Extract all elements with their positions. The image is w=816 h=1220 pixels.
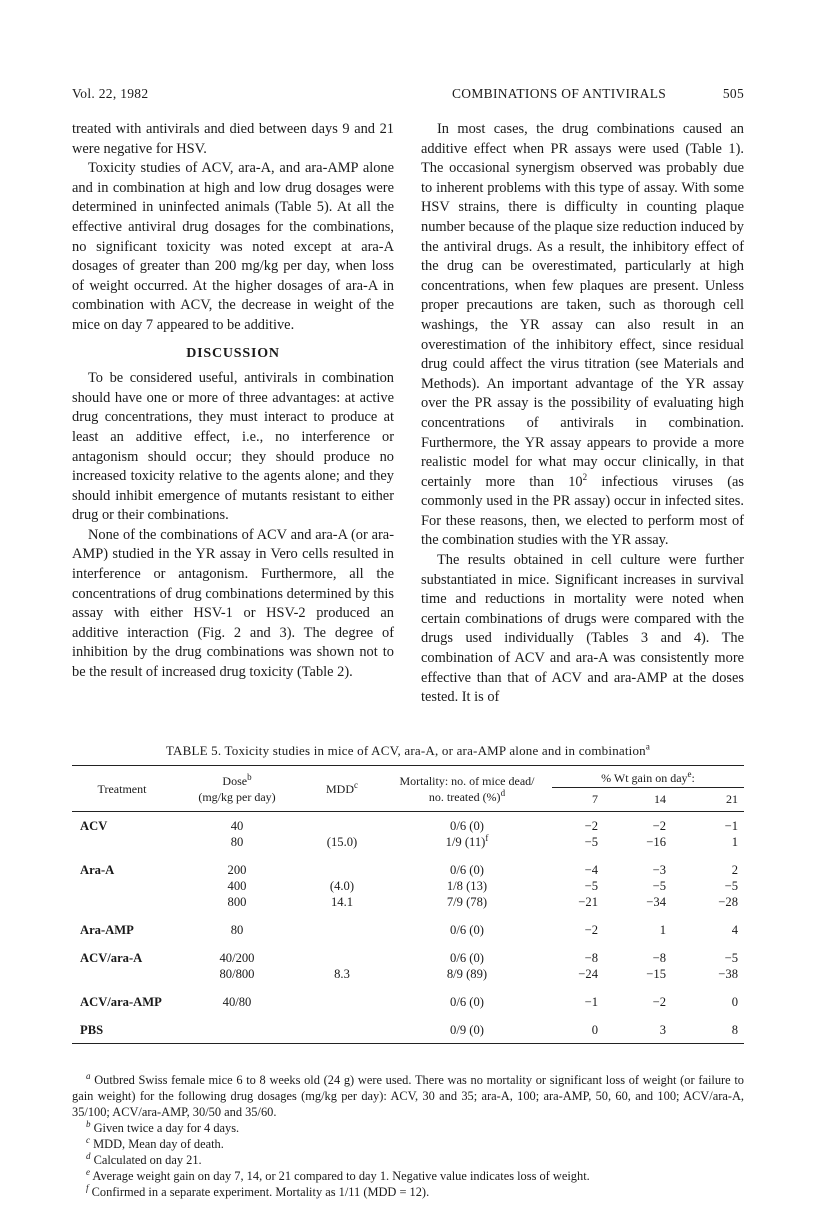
cell-d21: −1 [724,819,738,833]
cell-d21: −38 [718,967,738,981]
table-row [72,850,744,878]
cell-d14: 3 [616,1010,680,1044]
cell-mortality: 0/6 (0) [450,819,484,833]
cell-treatment: Ara-A [80,863,115,877]
table-row [72,878,744,894]
cell-mdd: 14.1 [330,895,354,909]
cell-d7: −5 [584,879,598,893]
cell-d14: −8 [652,951,666,965]
cell-d7: −4 [584,863,598,877]
cell-treatment: Ara-AMP [80,923,134,937]
paragraph: The results obtained in cell culture were further substantiated in mice. Significant increases in survival time and reductions in mortality were noted when certain combinations of drugs were compared with the drugs used individually (Tables 3 and 4). The combination of ACV and ara-A was consistently more effective than that of ACV and ara-AMP at the doses tested. It is of [421,552,744,706]
cell-d14: −2 [652,995,666,1009]
cell-mortality: 1/8 (13) [446,879,488,893]
col-header-mdd: MDD$^c$ [302,766,382,812]
cell-d21: 2 [731,863,738,877]
cell-treatment: PBS [72,1010,172,1044]
table-row [72,938,744,966]
cell-d7: −5 [584,835,598,849]
cell-mdd: (15.0) [326,835,358,849]
cell-mdd: (4.0) [329,879,355,893]
table-row [72,812,744,835]
cell-treatment: ACV [80,819,108,833]
cell-mortality: 8/9 (89) [446,967,488,981]
paragraph: In most cases, the drug combinations caused an additive effect when PR assays were used (Table 1). The occasional synergism observed was probably due to inherent problems with this type of assay. With some HSV strains, there is difficulty in counting plaque number because of the plaque size reduction induced by the antiviral drugs. As a result, the inhibitory effect of the drug can be overestimated, particularly at high concentrations, when few plaques are present. Unless proper precautions are taken, such as thorough cell washings, the YR assay can also result in an overestimation of the inhibitory effect, since residual drug could affect the virus titration (see Materials and Methods). An important advantage of the YR assay over the PR assay is the possibility of evaluating high concentrations of antivirals in combination. Furthermore, the YR assay appears to provide a more realistic model for what may occur clinically, in that certainly more than $10^2$ infectious viruses (as commonly used in the PR assay) occur in infected sites. For these reasons, then, we elected to perform most of the combination studies with the YR assay. [421,121,744,549]
col-header-mortality: Mortality: no. of mice dead/ no. treated (%)$^d$ [382,766,552,812]
cell-mdd [302,1010,382,1044]
cell-d21: −5 [724,879,738,893]
cell-d21: −28 [718,895,738,909]
col-header-treatment: Treatment [72,766,172,812]
cell-d14: −16 [646,835,666,849]
col-header-wt-gain: % Wt gain on day$^e$: [552,766,744,788]
cell-dose: 80 [230,923,244,937]
cell-d7: −2 [584,819,598,833]
cell-dose: 200 [227,863,247,877]
cell-d21: 1 [731,835,738,849]
footnote: $^b$ Given twice a day for 4 days. [86,1118,240,1135]
paragraph: To be considered useful, antivirals in combination should have one or more of three advantages: at active drug concentrations, they must interact to produce at least an additive effect, i.e., no interference or antagonism should occur; they should produce no increased toxicity relative to the agents alone; and they should inhibit emergence of mutants resistant to either drug or their combinations. [72,370,394,524]
cell-d7: −2 [584,923,598,937]
cell-dose: 400 [227,879,247,893]
col-header-day21: 21 [680,788,744,812]
cell-mdd [302,938,382,966]
cell-dose [172,1010,302,1044]
table-row [72,1010,744,1044]
cell-dose: 80/800 [219,967,255,981]
table-caption: TABLE 5. Toxicity studies in mice of ACV, ara-A, or ara-AMP alone and in combination$^a$ [165,741,651,758]
cell-treatment: ACV/ara-A [80,951,143,965]
running-header [72,86,744,108]
cell-treatment [72,966,172,982]
cell-dose: 800 [227,895,247,909]
cell-mortality: 0/6 (0) [450,923,484,937]
cell-mortality: 0/9 (0) [382,1010,552,1044]
page-number: 505 [722,86,744,101]
footnote: $^f$ Confirmed in a separate experiment. Mortality as 1/11 (MDD = 12). [86,1182,430,1199]
cell-d14: −3 [652,863,666,877]
section-heading: DISCUSSION [186,345,280,361]
cell-mdd [302,850,382,878]
cell-d14: 1 [659,923,666,937]
cell-mortality: 0/6 (0) [450,863,484,877]
cell-mdd: 8.3 [334,967,350,981]
cell-d14: −34 [646,895,666,909]
cell-d21: −5 [724,951,738,965]
left-column [72,120,394,683]
cell-mortality: 0/6 (0) [450,951,484,965]
footnote: $^e$ Average weight gain on day 7, 14, or 21 compared to day 1. Negative value indicates loss of weight. [86,1166,590,1183]
cell-mdd [302,812,382,835]
cell-dose: 40/200 [219,951,255,965]
journal-volume: Vol. 22, 1982 [72,86,149,101]
toxicity-table [72,765,744,1044]
table-row [72,910,744,938]
table-row [72,894,744,910]
cell-mdd [302,982,382,1010]
cell-d7: −1 [584,995,598,1009]
cell-mdd [302,910,382,938]
paragraph: None of the combinations of ACV and ara-A (or ara-AMP) studied in the YR assay in Vero cells resulted in interference or antagonism. Furthermore, all the concentrations of drug combinations determined by this assay with either HSV-1 or HSV-2 produced an additive interaction (Fig. 2 and 3). The degree of inhibition by the drug combinations was shown not to be the result of increased drug toxicity (Table 2). [72,526,394,681]
paragraph: treated with antivirals and died between days 9 and 21 were negative for HSV. [72,121,394,157]
cell-treatment [72,894,172,910]
cell-treatment: ACV/ara-AMP [80,995,162,1009]
cell-d7: 0 [552,1010,616,1044]
table-footnotes [72,1072,744,1200]
cell-dose: 40/80 [222,995,252,1009]
cell-d7: −21 [578,895,598,909]
col-header-day14: 14 [616,788,680,812]
cell-d14: −15 [646,967,666,981]
cell-d14: −5 [652,879,666,893]
cell-dose: 80 [230,835,244,849]
cell-d21: 0 [731,995,738,1009]
paragraph: Toxicity studies of ACV, ara-A, and ara-AMP alone and in combination at high and low drug dosages were determined in uninfected animals (Table 5). At all the effective antiviral drug dosages for the combinations, no significant toxicity was noted except at ara-A dosages of greater than 200 mg/kg per day, when loss of weight occurred. At the higher dosages of ara-A in combination with ACV, the decrease in weight of the mice on day 7 appeared to be additive. [72,160,394,333]
cell-d21: 8 [680,1010,744,1044]
running-title: COMBINATIONS OF ANTIVIRALS [452,86,667,101]
table-row [72,834,744,850]
col-header-dose: Dose$^b$ (mg/kg per day) [172,766,302,812]
footnote: $^a$ Outbred Swiss female mice 6 to 8 weeks old (24 g) were used. There was no mortality or significant loss of weight (or failure to gain weight) for the following drug dosages (mg/kg per day): ACV, 30 and 35; ara-A, 100; ara-AMP, 50, 60, and 100; ACV/ara-A, 35/100; ACV/ara-AMP, 30/50 and 35/60. [72,1070,744,1119]
cell-d21: 4 [731,923,738,937]
cell-dose: 40 [230,819,244,833]
cell-mortality: 7/9 (78) [446,895,488,909]
cell-treatment [72,878,172,894]
cell-treatment [72,834,172,850]
table-body [72,812,744,1044]
footnote: $^c$ MDD, Mean day of death. [86,1134,224,1151]
table-row [72,966,744,982]
cell-mortality: 0/6 (0) [450,995,484,1009]
footnote: $^d$ Calculated on day 21. [86,1150,202,1167]
cell-mortality: 1/9 $(11)^f$ [445,832,489,849]
cell-d7: −8 [584,951,598,965]
cell-d14: −2 [652,819,666,833]
right-column [421,120,744,708]
col-header-day7: 7 [552,788,616,812]
table-row [72,982,744,1010]
cell-d7: −24 [578,967,598,981]
